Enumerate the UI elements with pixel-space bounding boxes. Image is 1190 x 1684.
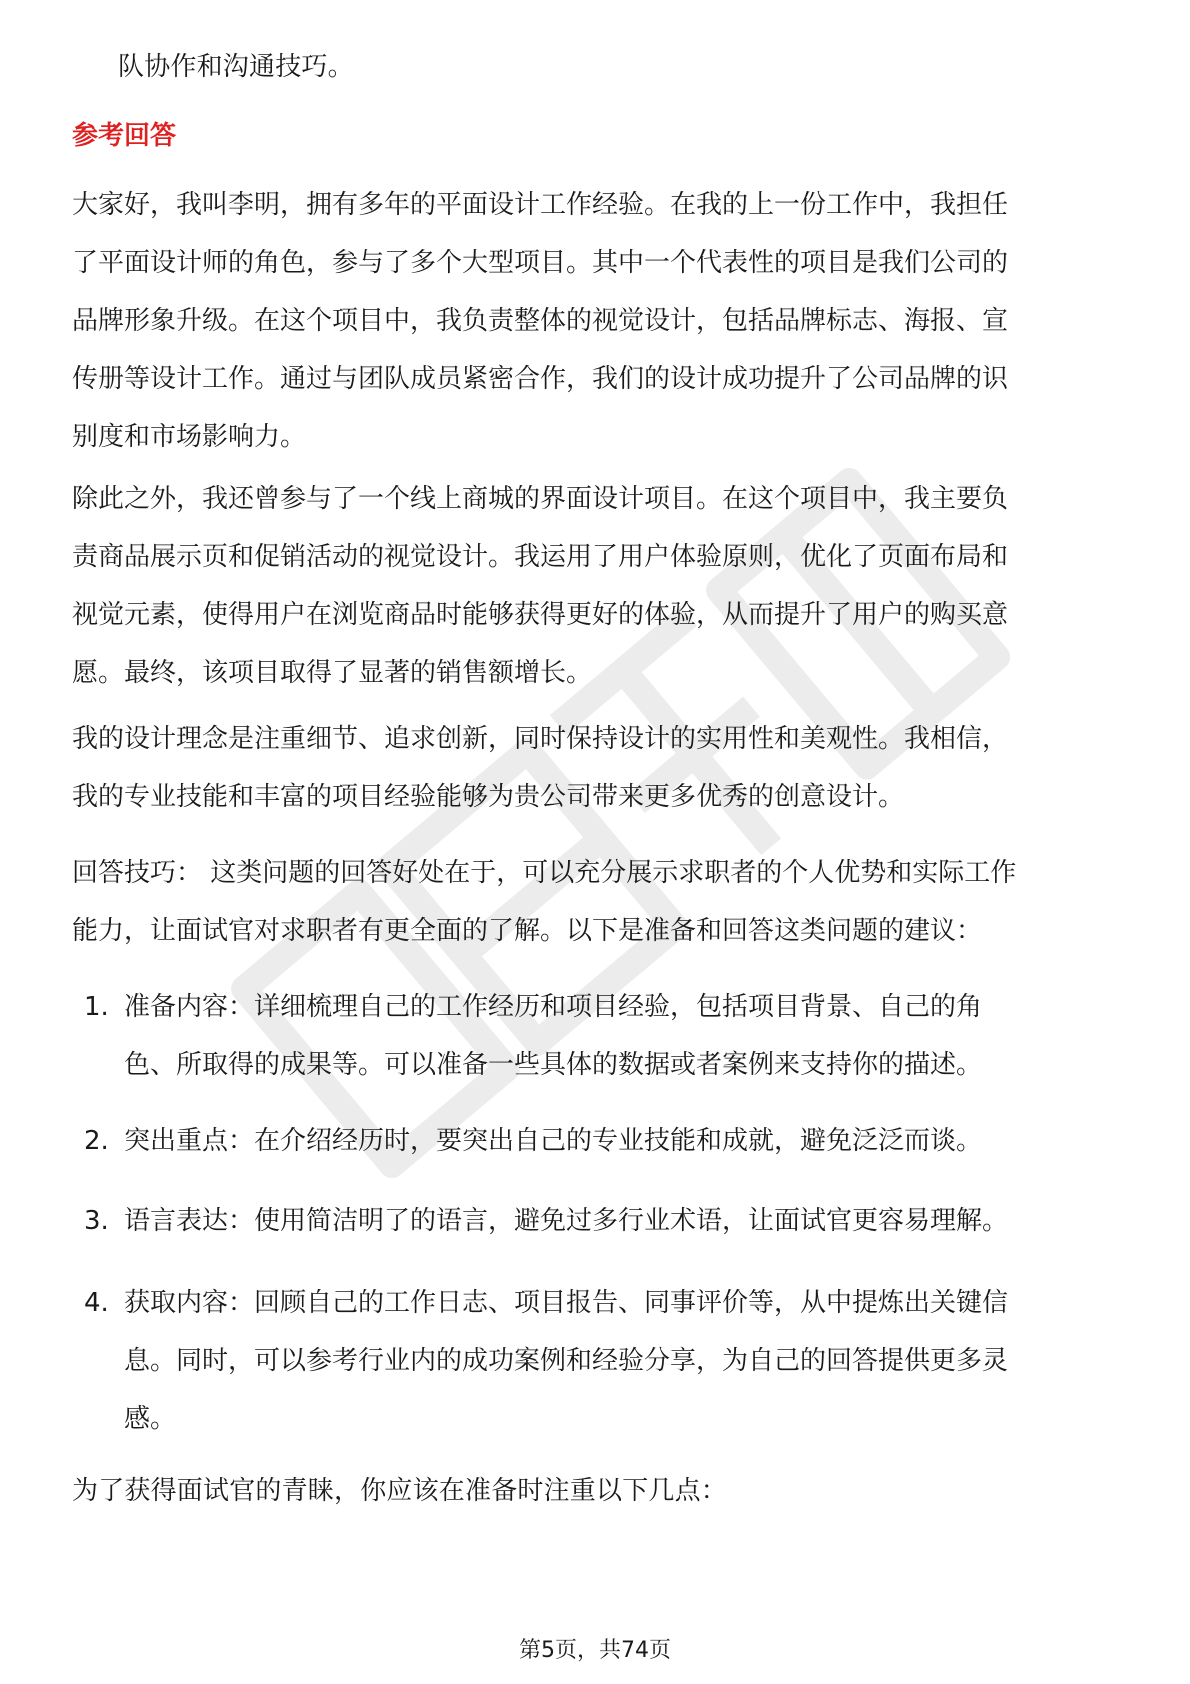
text-line: 除此之外，我还曾参与了一个线上商城的界面设计项目。在这个项目中，我主要负 [72,484,1009,514]
list-number: 4. [84,1288,109,1318]
answer-tips-paragraph [72,844,1132,960]
list-number: 3. [84,1206,109,1236]
text-line: 我的设计理念是注重细节、追求创新，同时保持设计的实用性和美观性。我相信， [72,724,1009,754]
text-line: 色、所取得的成果等。可以准备一些具体的数据或者案例来支持你的描述。 [124,1050,983,1080]
text-line: 传册等设计工作。通过与团队成员紧密合作，我们的设计成功提升了公司品牌的识 [72,364,1009,394]
closing-line: 为了获得面试官的青睐，你应该在准备时注重以下几点： [72,1476,728,1506]
text-line: 责商品展示页和促销活动的视觉设计。我运用了用户体验原则，优化了页面布局和 [72,542,1009,572]
text-line: 获取内容：回顾自己的工作日志、项目报告、同事评价等，从中提炼出关键信 [124,1288,1009,1318]
answer-paragraph-3 [72,710,1132,826]
text-line: 我的专业技能和丰富的项目经验能够为贵公司带来更多优秀的创意设计。 [72,782,905,812]
section-heading: 参考回答 [72,121,177,151]
page-footer: 第5页，共74页 [519,1638,671,1663]
text-line: 息。同时，可以参考行业内的成功案例和经验分享，为自己的回答提供更多灵 [124,1346,1009,1376]
text-line: 语言表达：使用简洁明了的语言，避免过多行业术语，让面试官更容易理解。 [124,1206,1009,1236]
text-line: 回答技巧： 这类问题的回答好处在于，可以充分展示求职者的个人优势和实际工作 [72,858,1017,888]
text-line: 感。 [124,1404,177,1434]
text-line: 了平面设计师的角色，参与了多个大型项目。其中一个代表性的项目是我们公司的 [72,248,1009,278]
list-number: 2. [84,1126,109,1156]
text-line: 愿。最终，该项目取得了显著的销售额增长。 [72,658,593,688]
text-line: 准备内容：详细梳理自己的工作经历和项目经验，包括项目背景、自己的角 [124,992,983,1022]
text-line: 别度和市场影响力。 [72,422,307,452]
list-item [72,978,1132,1094]
list-item [72,1112,1132,1170]
answer-paragraph-1 [72,176,1132,466]
text-line: 品牌形象升级。在这个项目中，我负责整体的视觉设计，包括品牌标志、海报、宣 [72,306,1009,336]
text-line: 视觉元素，使得用户在浏览商品时能够获得更好的体验，从而提升了用户的购买意 [72,600,1009,630]
text-line: 大家好，我叫李明，拥有多年的平面设计工作经验。在我的上一份工作中，我担任 [72,190,1009,220]
continuation-line: 队协作和沟通技巧。 [118,52,354,82]
list-number: 1. [84,992,109,1022]
text-line: 突出重点：在介绍经历时，要突出自己的专业技能和成就，避免泛泛而谈。 [124,1126,983,1156]
list-item [72,1192,1132,1250]
list-item [72,1274,1132,1448]
answer-paragraph-2 [72,470,1132,702]
text-line: 能力，让面试官对求职者有更全面的了解。以下是准备和回答这类问题的建议： [72,916,983,946]
